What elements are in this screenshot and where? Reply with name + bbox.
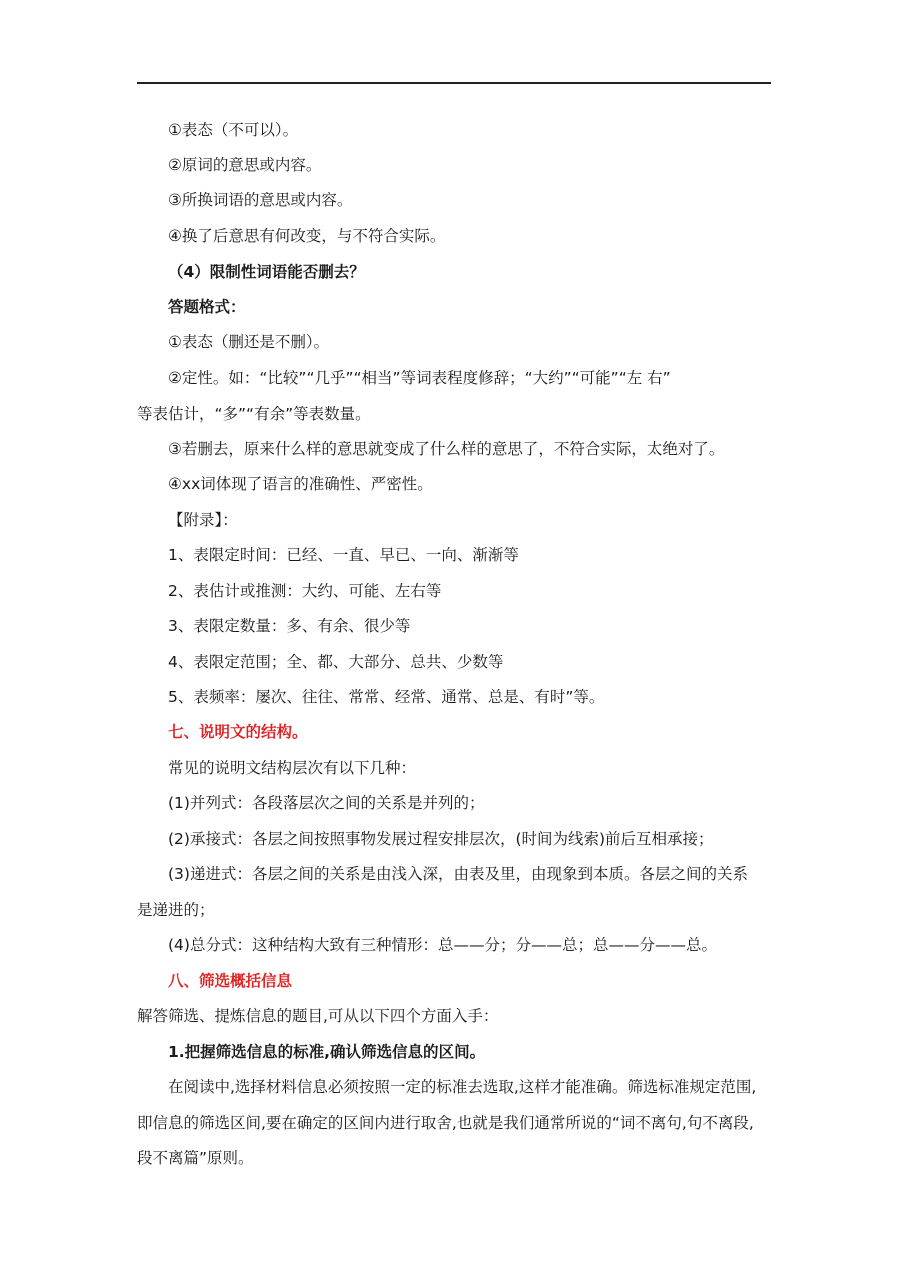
text-line: (4)总分式：这种结构大致有三种情形：总——分；分——总；总——分——总。 — [168, 936, 717, 954]
header-rule — [137, 82, 771, 84]
text-line: (1)并列式：各段落层次之间的关系是并列的； — [168, 794, 485, 812]
text-line: 常见的说明文结构层次有以下几种： — [168, 759, 417, 777]
section-heading: 七、说明文的结构。 — [168, 723, 308, 741]
text-line: ③所换词语的意思或内容。 — [168, 191, 353, 209]
text-line: 是递进的； — [137, 901, 215, 919]
text-line: 解答筛选、提炼信息的题目,可从以下四个方面入手： — [137, 1007, 499, 1025]
text-line: ②原词的意思或内容。 — [168, 156, 322, 174]
text-line: ①表态（删还是不删）。 — [168, 333, 330, 351]
answer-format-label: 答题格式： — [168, 298, 246, 316]
text-line: ①表态（不可以）。 — [168, 121, 299, 139]
text-line: (3)递进式：各层之间的关系是由浅入深，由表及里，由现象到本质。各层之间的关系 — [168, 865, 748, 883]
section-heading: 八、筛选概括信息 — [168, 972, 293, 990]
text-line: (2)承接式：各层之间按照事物发展过程安排层次，(时间为线索)前后互相承接； — [168, 830, 714, 848]
text-line: ④xx词体现了语言的准确性、严密性。 — [168, 475, 433, 493]
list-item: 2、表估计或推测：大约、可能、左右等 — [168, 582, 442, 600]
text-line: 在阅读中,选择材料信息必须按照一定的标准去选取,这样才能准确。筛选标准规定范围, — [168, 1078, 757, 1096]
text-line: 段不离篇”原则。 — [137, 1149, 254, 1167]
list-item: 1、表限定时间：已经、一直、早已、一向、渐渐等 — [168, 546, 519, 564]
subsection-heading: 1.把握筛选信息的标准,确认筛选信息的区间。 — [168, 1043, 486, 1061]
list-item: 5、表频率：屡次、往往、常常、经常、通常、总是、有时”等。 — [168, 688, 605, 706]
text-line: 即信息的筛选区间,要在确定的区间内进行取舍,也就是我们通常所说的“词不离句,句不离段, — [137, 1114, 754, 1132]
text-line: ④换了后意思有何改变，与不符合实际。 — [168, 227, 446, 245]
list-item: 3、表限定数量：多、有余、很少等 — [168, 617, 411, 635]
list-item: 4、表限定范围；全、都、大部分、总共、少数等 — [168, 653, 504, 671]
text-line: ②定性。如：“比较”“几乎”“相当”等词表程度修辞；“大约”“可能”“左 右” — [168, 369, 671, 387]
text-line: 等表估计，“多”“有余”等表数量。 — [137, 405, 371, 423]
text-line: ③若删去，原来什么样的意思就变成了什么样的意思了，不符合实际，太绝对了。 — [168, 440, 725, 458]
appendix-label: 【附录】： — [168, 511, 238, 529]
subsection-heading: （4）限制性词语能否删去？ — [168, 263, 365, 281]
